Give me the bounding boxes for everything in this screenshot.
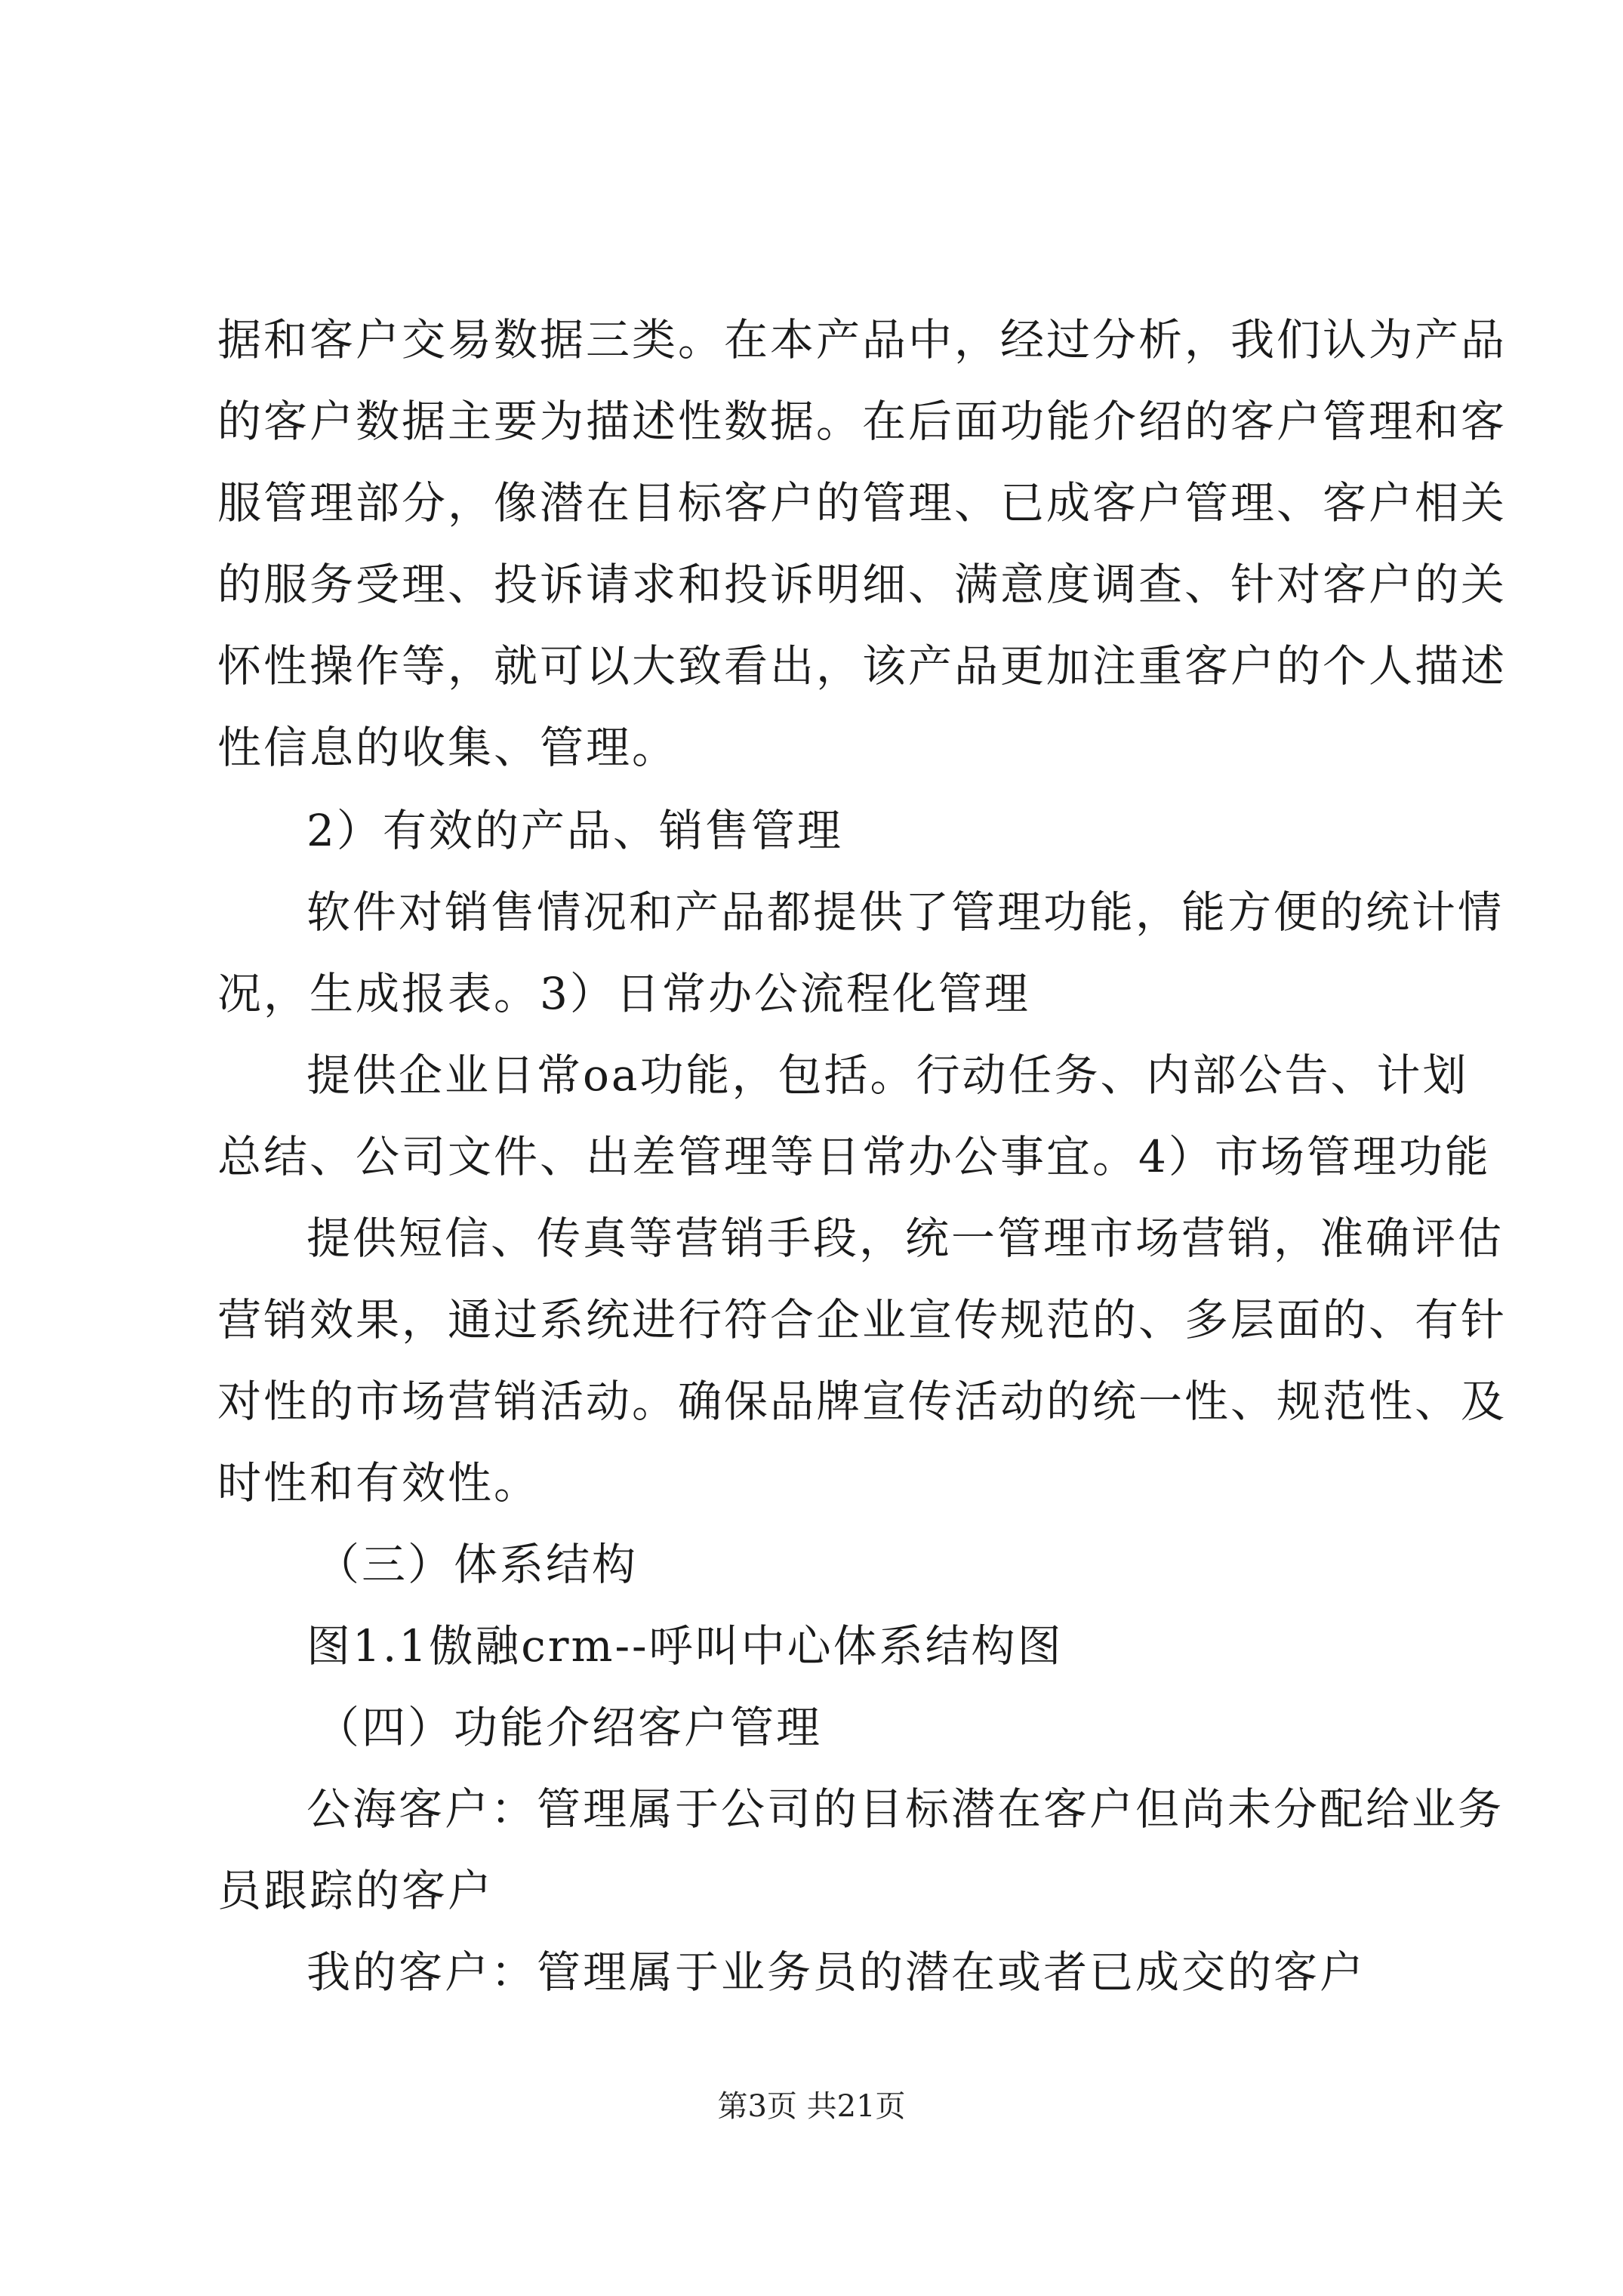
body-line: 营销效果，通过系统进行符合企业宣传规范的、多层面的、有针 [217, 1294, 1508, 1345]
body-line: 时性和有效性。 [217, 1457, 540, 1509]
body-line: 况，生成报表。3）日常办公流程化管理 [217, 968, 1030, 1019]
body-line: 提供短信、传真等营销手段，统一管理市场营销，准确评估 [306, 1213, 1504, 1264]
body-line: 的客户数据主要为描述性数据。在后面功能介绍的客户管理和客 [217, 396, 1508, 447]
body-line: 性信息的收集、管理。 [217, 722, 679, 773]
section-heading: （四）功能介绍客户管理 [316, 1702, 823, 1753]
body-line: 服管理部分，像潜在目标客户的管理、已成客户管理、客户相关 [217, 477, 1508, 529]
body-line: 员跟踪的客户 [217, 1865, 494, 1916]
body-line: 公海客户：管理属于公司的目标潜在客户但尚未分配给业务 [306, 1783, 1504, 1835]
body-line: 据和客户交易数据三类。在本产品中，经过分析，我们认为产品 [217, 314, 1508, 365]
figure-caption: 图1.1傲融crm--呼叫中心体系结构图 [306, 1620, 1064, 1672]
body-line: 总结、公司文件、出差管理等日常办公事宜。4）市场管理功能 [217, 1131, 1491, 1182]
body-line: 怀性操作等，就可以大致看出，该产品更加注重客户的个人描述 [217, 640, 1508, 692]
body-line: 提供企业日常oa功能，包括。行动任务、内部公告、计划 [306, 1049, 1469, 1101]
body-line: 我的客户：管理属于业务员的潜在或者已成交的客户 [306, 1946, 1366, 1998]
body-line: 软件对销售情况和产品都提供了管理功能，能方便的统计情 [306, 886, 1504, 938]
body-line: 的服务受理、投诉请求和投诉明细、满意度调查、针对客户的关 [217, 559, 1508, 610]
page-number: 第3页 共21页 [717, 2089, 906, 2124]
section-heading: （三）体系结构 [316, 1539, 639, 1590]
body-line: 对性的市场营销活动。确保品牌宣传活动的统一性、规范性、及 [217, 1376, 1508, 1427]
section-heading: 2）有效的产品、销售管理 [306, 805, 843, 856]
